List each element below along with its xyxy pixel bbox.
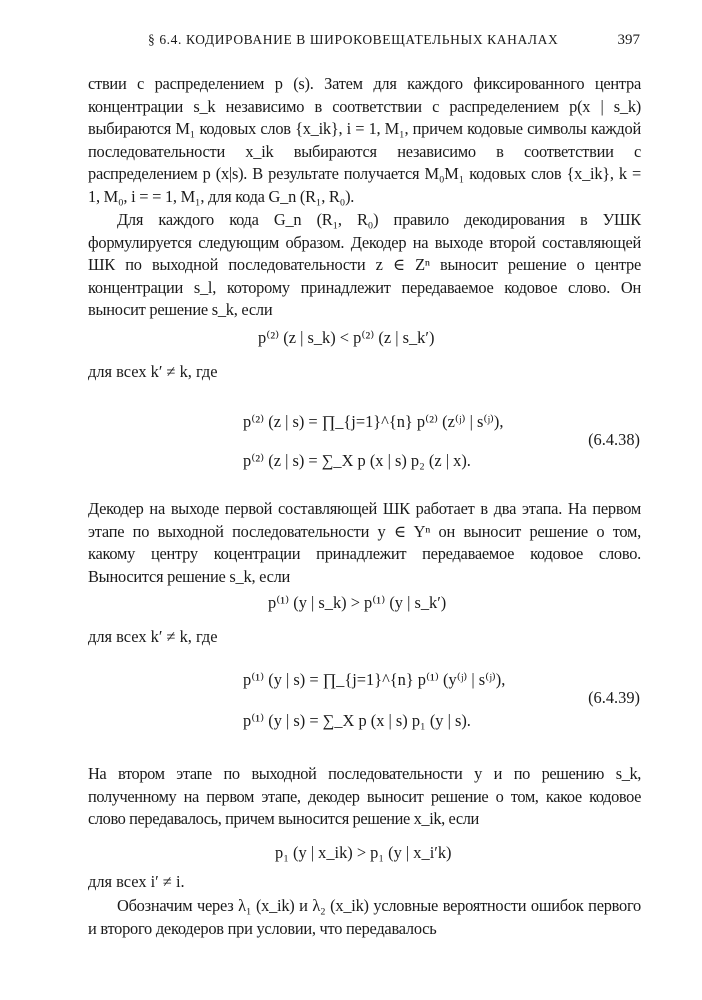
inequality-1: p⁽²⁾ (z | s_k) < p⁽²⁾ (z | s_k′)	[258, 328, 435, 347]
page-number: 397	[617, 32, 640, 48]
inequality-5: p₁ (y | x_ik) > p₁ (y | x_i′k)	[275, 843, 452, 862]
equation-number-2: (6.4.39)	[588, 688, 640, 707]
paragraph-4: На втором этапе по выходной последовательности y и по решению s_k, полученному на первом этапе, декодер выносит решение о том, какое кодовое слово передавалось, причем выносится решение x_ik, если	[88, 764, 641, 829]
paragraph-2: Для каждого кода G_n (R₁, R₀) правило декодирования в УШК формулируется следующим образом. Декодер на выходе второй составляющей ШК по выходной последовательности z ∈ Zⁿ выносит решение о центре концентрации s_l, которому принадлежит передаваемое кодовое слово. Он выносит решение s_k, если	[88, 210, 641, 320]
paragraph-1: ствии с распределением p (s). Затем для каждого фиксированного центра концентрации s_k независимо в соответствии с распределением p(x | s_k) выбираются M₁ кодовых слов {x_ik}, i = 1, M₁, причем кодовые символы каждой последовательности x_ik выбираются независимо в соответствии с распределением p (x|s). В результате получается M₀M₁ кодовых слов {x_ik}, k = 1, M₀, i = = 1, M₁, для кода G_n (R₁, R₀).	[88, 74, 641, 206]
condition-2: для всех k′ ≠ k, где	[88, 627, 218, 646]
formula-4b: p⁽¹⁾ (y | s) = ∑_X p (x | s) p₁ (y | s).	[243, 711, 471, 730]
inequality-3: p⁽¹⁾ (y | s_k) > p⁽¹⁾ (y | s_k′)	[268, 593, 447, 612]
formula-2b: p⁽²⁾ (z | s) = ∑_X p (x | s) p₂ (z | x).	[243, 451, 471, 470]
formula-2a: p⁽²⁾ (z | s) = ∏_{j=1}^{n} p⁽²⁾ (z⁽ʲ⁾ | s⁽ʲ⁾),	[243, 412, 504, 431]
condition-1: для всех k′ ≠ k, где	[88, 362, 218, 381]
paragraph-3: Декодер на выходе первой составляющей ШК работает в два этапа. На первом этапе по выходной последовательности y ∈ Yⁿ он выносит решение о том, какому центру коцентрации принадлежит передаваемое кодовое слово. Выносится решение s_k, если	[88, 499, 641, 586]
condition-3: для всех i′ ≠ i.	[88, 872, 185, 891]
formula-4a: p⁽¹⁾ (y | s) = ∏_{j=1}^{n} p⁽¹⁾ (y⁽ʲ⁾ | s⁽ʲ⁾),	[243, 670, 506, 689]
section-title: § 6.4. КОДИРОВАНИЕ В ШИРОКОВЕЩАТЕЛЬНЫХ КАНАЛАХ	[148, 32, 559, 47]
equation-number-1: (6.4.38)	[588, 430, 640, 449]
paragraph-5: Обозначим через λ₁ (x_ik) и λ₂ (x_ik) условные вероятности ошибок первого и второго декодеров при условии, что передавалось	[88, 896, 641, 938]
